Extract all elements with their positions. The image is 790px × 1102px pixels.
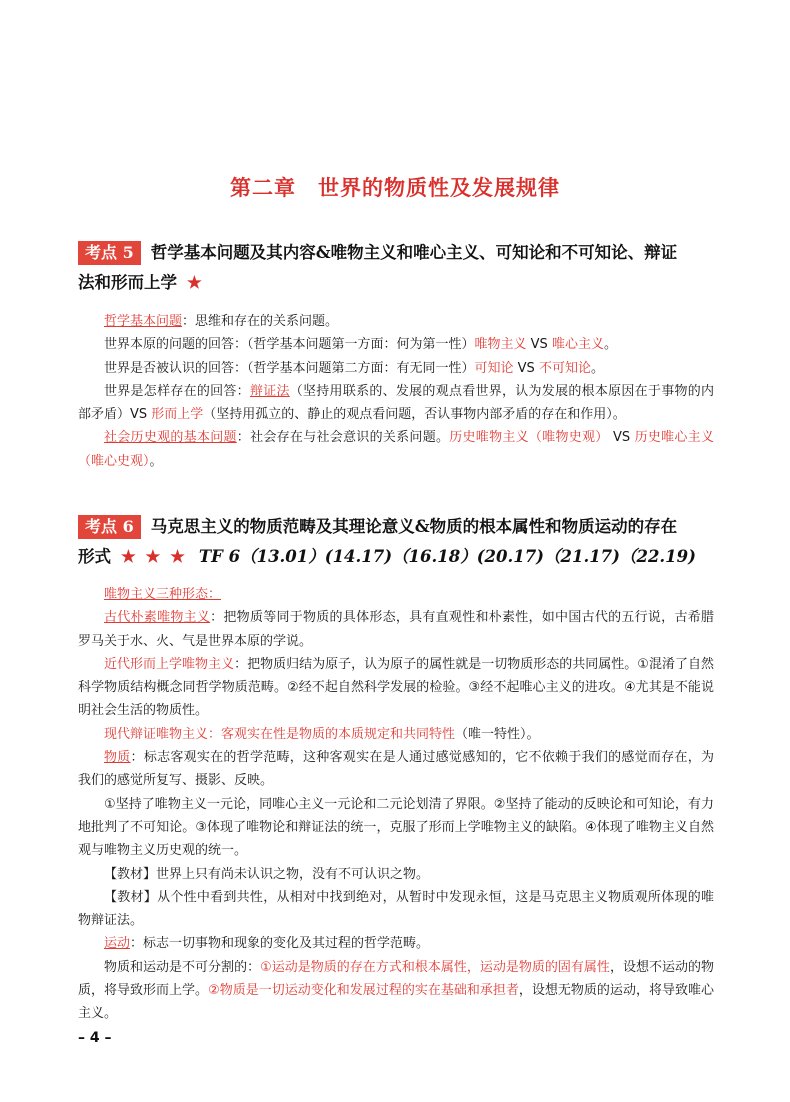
star-icon: ★ ★ ★: [121, 547, 187, 566]
kp6-line-10: [78, 956, 714, 1026]
kp5-p2-vs: VS: [526, 337, 552, 353]
kp6-title-line1: 马克思主义的物质范畴及其理论意义&物质的根本属性和物质运动的存在: [150, 517, 678, 536]
kp6-l5-text: ：标志客观实在的哲学范畴，这种客观实在是人通过感觉感知的，它不依赖于我们的感觉而存在，为我们的感觉所复写、摄影、反映。: [78, 750, 714, 789]
kp5-p2-text: 世界本原的问题的回答：（哲学基本问题第一方面：何为第一性）: [104, 337, 475, 353]
kp6-line-6: ①坚持了唯物主义一元论，同唯心主义一元论和二元论划清了界限。②坚持了能动的反映论和可知论，有力地批判了不可知论。③体现了唯物论和辩证法的统一，克服了形而上学唯物主义的缺陷。④体现了唯物主义自然观与唯物主义历史观的统一。: [78, 796, 714, 859]
term-materialism: 唯物主义: [474, 337, 527, 353]
kp6-l10-text1: 物质和运动是不可分割的：: [104, 959, 261, 975]
term-motion: 运动: [104, 936, 131, 952]
chapter-title: 第二章 世界的物质性及发展规律: [230, 175, 560, 200]
kp5-p5-end: 。: [149, 453, 163, 469]
term-ancient-materialism: 古代朴素唯物主义: [104, 610, 211, 626]
kp6-line-9: [78, 932, 714, 955]
page-number: – 4 –: [78, 1030, 112, 1046]
term-dialectical-materialism: 现代辩证唯物主义：客观实在性是物质的本质规定和共同特性: [104, 726, 456, 742]
term-metaphysics: 形而上学: [151, 407, 204, 423]
kp5-heading: [78, 238, 718, 298]
term-matter: 物质: [104, 750, 131, 766]
kp5-p4-text1: 世界是怎样存在的回答：: [104, 383, 250, 399]
kp6-l9-text: ：标志一切事物和现象的变化及其过程的哲学范畴。: [130, 936, 430, 952]
kp6-l10-text2: ，设想不运动的物质，将导致形而上学。: [78, 959, 714, 999]
kp6-line-1: [78, 583, 714, 606]
kp5-para-1: [78, 310, 714, 333]
kp5-p4-text3: （坚持用孤立的、静止的观点看问题，否认事物内部矛盾的存在和作用）。: [203, 407, 626, 423]
kp5-p3-vs: VS: [513, 360, 539, 376]
term-agnosticism: 不可知论: [538, 360, 591, 376]
term-knowability: 可知论: [474, 360, 514, 376]
term-social-history-basic-question: 社会历史观的基本问题: [104, 430, 237, 446]
kp6-heading: [78, 512, 718, 572]
kp6-line-5: [78, 746, 714, 793]
kp5-para-5: [78, 426, 714, 473]
term-historical-materialism: 历史唯物主义（唯物史观）: [449, 430, 609, 446]
kp5-para-3: [78, 357, 714, 380]
term-dialectics: 辩证法: [249, 383, 290, 399]
kp6-body: [78, 583, 714, 1026]
exam-frequency: TF 6（13.01）(14.17)（16.18）(20.17)（21.17)（22.19): [198, 547, 696, 566]
kp6-l10-red2: ②物质是一切运动变化和发展过程的实在基础和承担者: [208, 983, 519, 999]
term-three-forms: 唯物主义三种形态：: [104, 587, 222, 602]
kp5-para-4: [78, 380, 714, 427]
kp5-p2-end: 。: [603, 337, 617, 353]
kp6-l2-text: ：把物质等同于物质的具体形态，具有直观性和朴素性，如中国古代的五行说，古希腊罗马关于水、火、气是世界本原的学说。: [78, 610, 714, 649]
kp6-line-7: 【教材】世界上只有尚未认识之物，没有不可认识之物。: [104, 866, 430, 882]
kp5-para-2: [78, 333, 714, 356]
term-idealism: 唯心主义: [551, 337, 604, 353]
term-philosophy-basic-question: 哲学基本问题: [104, 314, 183, 329]
term-historical-idealism: 历史唯心主义（唯心史观）: [78, 430, 714, 469]
kp5-p3-text: 世界是否被认识的回答：（哲学基本问题第二方面：有无同一性）: [104, 360, 475, 376]
kp6-line-3: [78, 653, 714, 723]
kp6-l10-red1: ①运动是物质的存在方式和根本属性，运动是物质的固有属性: [260, 959, 610, 975]
star-icon: ★: [187, 273, 204, 292]
kp6-line-2: [78, 606, 714, 653]
kp5-p5-text1: ：社会存在与社会意识的关系问题。: [236, 430, 450, 446]
kp6-title-line2: 形式: [78, 547, 111, 566]
kp6-badge: 考点 6: [78, 515, 141, 539]
kp5-body: [78, 310, 714, 473]
kp5-title-line2: 法和形而上学: [78, 273, 177, 292]
kp5-title-line1: 哲学基本问题及其内容&唯物主义和唯心主义、可知论和不可知论、辩证: [150, 243, 678, 262]
kp5-p3-end: 。: [590, 360, 604, 376]
kp5-p5-vs: VS: [608, 430, 635, 446]
term-modern-metaphysical-materialism: 近代形而上学唯物主义: [104, 656, 235, 672]
kp6-line-4: [78, 723, 714, 746]
kp5-p1-text: ：思维和存在的关系问题。: [182, 314, 339, 329]
kp6-line-8: 【教材】从个性中看到共性，从相对中找到绝对，从暂时中发现永恒，这是马克思主义物质观所体现的唯物辩证法。: [78, 889, 714, 929]
kp6-l4-text: （唯一特性）。: [455, 726, 540, 742]
kp5-badge: 考点 5: [78, 241, 141, 265]
kp6-l3-text: ：把物质归结为原子，认为原子的属性就是一切物质形态的共同属性。①混淆了自然科学物质结构概念同哲学物质范畴。②经不起自然科学发展的检验。③经不起唯心主义的进攻。④尤其是不能说明社会生活的物质性。: [78, 656, 714, 719]
kp6-l10-text3: ，设想无物质的运动，将导致唯心主义。: [78, 983, 714, 1022]
kp5-p4-text2: （坚持用联系的、发展的观点看世界，认为发展的根本原因在于事物的内部矛盾）VS: [78, 383, 714, 423]
